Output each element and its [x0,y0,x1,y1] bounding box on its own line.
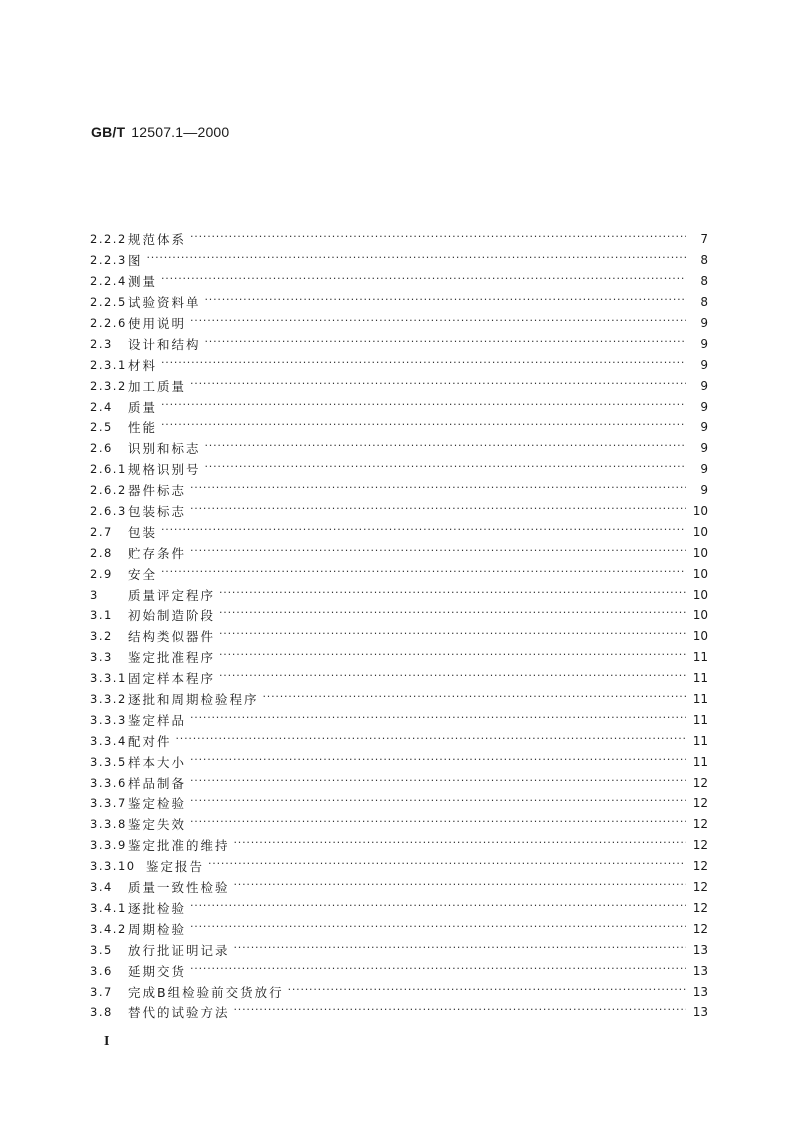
toc-entry[interactable] [90,877,708,898]
toc-entry-title: 质量评定程序 [128,587,216,603]
toc-entry-number: 3.3 [90,650,113,665]
toc-entry-page: 13 [692,963,708,978]
toc-entry-page: 10 [692,524,708,539]
toc-leader-dots [161,525,686,539]
toc-entry-page: 10 [692,545,708,560]
toc-leader-dots [219,629,686,643]
toc-leader-dots [219,588,686,602]
toc-entry-title: 包装 [128,524,158,540]
toc-leader-dots [288,985,686,999]
toc-leader-dots [190,504,686,518]
toc-entry-page: 12 [692,880,708,895]
toc-entry-title: 质量一致性检验 [128,880,230,896]
toc-entry-title: 初始制造阶段 [128,608,216,624]
toc-entry-number: 2.3 [90,336,113,351]
document-header [91,124,229,140]
toc-entry-title: 包装标志 [128,504,187,520]
toc-entry-page: 11 [692,692,708,707]
toc-entry-number: 3.6 [90,963,113,978]
toc-entry[interactable] [90,793,708,814]
toc-entry-title: 识别和标志 [128,441,201,457]
toc-leader-dots [190,901,686,915]
toc-leader-dots [161,400,686,414]
toc-entry-title: 替代的试验方法 [128,1005,230,1021]
toc-entry-number: 2.8 [90,545,113,560]
standard-number: 12507.1—2000 [131,124,230,140]
toc-entry-page: 9 [700,316,708,330]
toc-entry-number: 2.7 [90,524,113,539]
toc-entry-title: 样本大小 [128,754,187,770]
toc-leader-dots [176,734,686,748]
toc-entry-number: 2.4 [90,399,113,414]
toc-leader-dots [161,358,686,372]
toc-leader-dots [205,295,686,309]
toc-entry-number: 3.5 [90,942,113,957]
toc-entry-page: 9 [700,483,708,498]
toc-leader-dots [190,379,686,393]
toc-entry-title: 规格识别号 [128,462,201,478]
toc-entry-title: 测量 [128,274,158,290]
toc-entry-number: 2.6 [90,441,113,456]
toc-entry-title: 使用说明 [128,316,187,331]
toc-entry-number: 2.3.2 [90,378,127,393]
toc-entry-number: 3.4.1 [90,900,127,915]
toc-entry-page: 9 [700,420,708,435]
toc-entry-page: 10 [692,608,708,623]
toc-entry-title: 鉴定检验 [128,796,187,812]
toc-entry-number: 3.3.6 [90,775,127,790]
toc-entry[interactable] [90,584,708,605]
toc-entry-page: 10 [692,504,708,519]
page-marker: I [104,1034,110,1049]
toc-leader-dots [190,755,686,769]
toc-leader-dots [190,776,686,790]
toc-entry-number: 2.6.2 [90,483,127,498]
toc-entry[interactable] [90,459,708,480]
toc-leader-dots [205,462,686,476]
toc-entry[interactable] [90,271,708,292]
toc-leader-dots [208,859,686,873]
toc-entry[interactable] [90,730,708,751]
toc-entry-number: 3.3.4 [90,733,127,748]
toc-entry-title: 质量 [128,399,158,415]
toc-entry-number: 2.2.3 [90,253,127,268]
toc-entry-page: 12 [692,817,708,832]
toc-leader-dots [190,316,686,330]
toc-entry-number: 2.3.1 [90,357,127,372]
toc-entry-page: 9 [700,462,708,477]
toc-entry-page: 8 [700,253,708,268]
toc-entry-page: 12 [692,775,708,790]
toc-entry-title: 逐批和周期检验程序 [128,692,259,708]
toc-entry[interactable] [90,772,708,793]
toc-entry-number: 2.5 [90,420,113,435]
toc-leader-dots [161,274,686,288]
toc-entry-number: 3.3.7 [90,796,127,811]
toc-entry-number: 2.2.2 [90,232,127,247]
toc-entry[interactable] [90,898,708,919]
toc-entry-title: 固定样本程序 [128,671,216,687]
toc-entry-number: 3.3.10 [90,859,136,874]
toc-entry-title: 延期交货 [128,963,187,979]
toc-entry[interactable] [90,250,708,271]
toc-entry-title: 完成B组检验前交货放行 [128,984,284,1000]
toc-entry[interactable] [90,480,708,501]
toc-entry[interactable] [90,918,708,939]
toc-entry-page: 10 [692,587,708,602]
toc-entry-page: 12 [692,838,708,853]
toc-entry[interactable] [90,417,708,438]
toc-leader-dots [219,671,686,685]
toc-entry-title: 设计和结构 [128,336,201,352]
toc-entry[interactable] [90,375,708,396]
toc-entry-title: 规范体系 [128,232,187,248]
toc-leader-dots [190,232,686,246]
toc-entry-page: 10 [692,629,708,644]
toc-entry-number: 3.3.5 [90,754,127,769]
toc-entry-number: 3.2 [90,629,113,644]
toc-entry-page: 8 [700,295,708,310]
toc-leader-dots [219,608,686,622]
toc-entry-page: 9 [700,399,708,414]
toc-entry-page: 11 [692,712,708,727]
toc-entry-number: 2.2.6 [90,316,127,330]
toc-entry-page: 9 [700,336,708,351]
toc-entry[interactable] [90,501,708,522]
toc-entry-title: 试验资料单 [128,295,201,311]
toc-entry-number: 2.2.4 [90,274,127,289]
toc-entry-page: 11 [692,733,708,748]
toc-entry-title: 性能 [128,420,158,436]
toc-entry-page: 13 [692,1005,708,1020]
toc-entry-number: 3.4 [90,880,113,895]
toc-entry-number: 3.3.9 [90,838,127,853]
toc-entry-page: 9 [700,378,708,393]
toc-entry[interactable] [90,229,708,250]
toc-entry[interactable] [90,1002,708,1023]
toc-entry[interactable] [90,960,708,981]
toc-leader-dots [190,483,686,497]
toc-entry-page: 12 [692,921,708,936]
standard-code: GB/T [91,124,126,140]
toc-leader-dots [234,943,686,957]
toc-entry-number: 3.4.2 [90,921,127,936]
toc-leader-dots [147,253,686,267]
toc-entry-title: 鉴定批准的维持 [128,838,230,854]
toc-entry[interactable] [90,709,708,730]
table-of-contents [90,229,708,1023]
toc-entry[interactable] [90,354,708,375]
toc-leader-dots [161,420,686,434]
toc-entry-number: 3.3.2 [90,692,127,707]
toc-entry-page: 9 [700,357,708,372]
toc-leader-dots [190,546,686,560]
toc-entry[interactable] [90,313,708,334]
toc-entry[interactable] [90,292,708,313]
toc-leader-dots [190,922,686,936]
toc-entry[interactable] [90,981,708,1002]
toc-entry[interactable] [90,647,708,668]
toc-entry-title: 样品制备 [128,775,187,791]
toc-entry-number: 2.6.1 [90,462,127,477]
toc-entry[interactable] [90,333,708,354]
toc-entry-page: 12 [692,900,708,915]
toc-entry[interactable] [90,626,708,647]
toc-entry[interactable] [90,939,708,960]
toc-entry-title: 鉴定样品 [128,712,187,728]
toc-entry-number: 3.3.3 [90,712,127,727]
toc-leader-dots [190,713,686,727]
toc-entry-page: 8 [700,274,708,289]
toc-entry[interactable] [90,396,708,417]
toc-entry-page: 13 [692,984,708,999]
toc-entry[interactable] [90,835,708,856]
toc-entry-title: 鉴定批准程序 [128,650,216,666]
toc-leader-dots [190,964,686,978]
toc-entry-number: 3 [90,587,99,602]
toc-entry-title: 材料 [128,357,158,373]
toc-leader-dots [190,796,686,810]
toc-entry-title: 安全 [128,566,158,582]
toc-entry[interactable] [90,521,708,542]
toc-entry-title: 逐批检验 [128,900,187,916]
toc-entry-title: 周期检验 [128,921,187,937]
toc-entry[interactable] [90,814,708,835]
toc-entry-number: 3.7 [90,984,113,999]
toc-entry[interactable] [90,751,708,772]
toc-entry-number: 2.2.5 [90,295,127,310]
toc-entry-page: 12 [692,796,708,811]
toc-entry-page: 11 [692,754,708,769]
toc-entry-number: 2.9 [90,566,113,581]
toc-entry-title: 鉴定报告 [146,859,205,875]
toc-entry-title: 放行批证明记录 [128,942,230,958]
toc-entry-page: 11 [692,650,708,665]
toc-leader-dots [205,441,686,455]
toc-entry-title: 器件标志 [128,483,187,499]
toc-entry[interactable] [90,605,708,626]
toc-leader-dots [190,817,686,831]
toc-entry[interactable] [90,668,708,689]
toc-leader-dots [219,650,686,664]
toc-leader-dots [234,1005,686,1019]
toc-entry-page: 7 [700,232,708,247]
toc-leader-dots [234,838,686,852]
toc-entry-page: 12 [692,859,708,874]
toc-entry-title: 图 [128,253,143,269]
toc-entry-number: 3.3.1 [90,671,127,686]
toc-entry-title: 配对件 [128,733,172,749]
toc-entry[interactable] [90,563,708,584]
toc-entry-page: 10 [692,566,708,581]
toc-entry[interactable] [90,689,708,710]
toc-leader-dots [234,880,686,894]
toc-entry-number: 3.8 [90,1005,113,1020]
toc-entry-title: 加工质量 [128,378,187,394]
toc-entry-page: 11 [692,671,708,686]
toc-entry-number: 3.1 [90,608,113,623]
toc-leader-dots [161,567,686,581]
toc-entry-number: 3.3.8 [90,817,127,832]
toc-entry[interactable] [90,856,708,877]
toc-entry-title: 贮存条件 [128,545,187,561]
toc-entry-page: 9 [700,441,708,456]
toc-entry[interactable] [90,542,708,563]
toc-entry-title: 鉴定失效 [128,817,187,833]
toc-entry-page: 13 [692,942,708,957]
toc-entry-title: 结构类似器件 [128,629,216,645]
toc-leader-dots [205,337,686,351]
toc-entry[interactable] [90,438,708,459]
toc-leader-dots [263,692,686,706]
toc-entry-number: 2.6.3 [90,504,127,519]
